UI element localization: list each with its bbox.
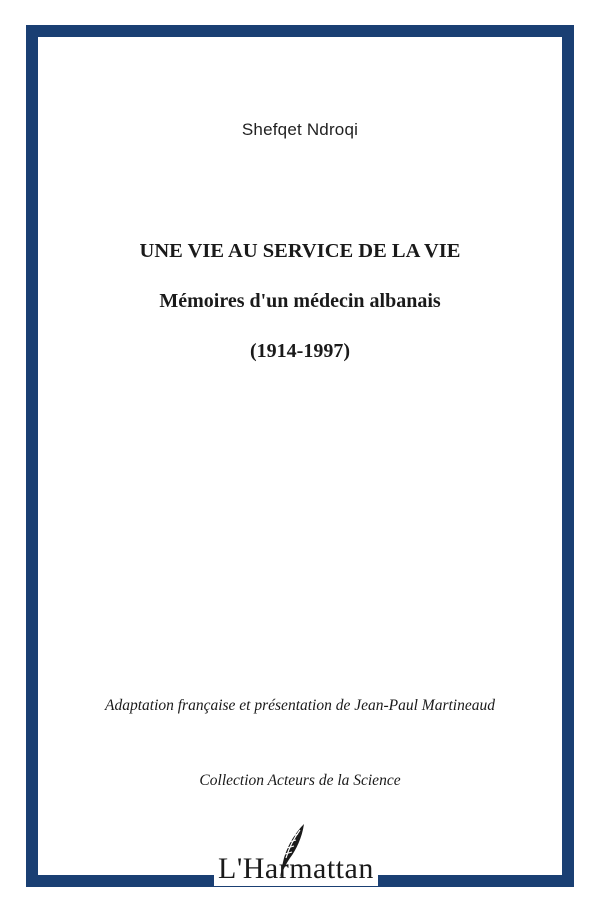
publisher-logo [214,822,394,892]
adaptation-credit: Adaptation française et présentation de Jean-Paul Martineaud [104,697,495,714]
book-title: UNE VIE AU SERVICE DE LA VIE [139,240,461,262]
quill-feather-icon [274,822,310,880]
book-dates: (1914-1997) [250,340,350,362]
collection-name: Collection Acteurs de la Science [199,772,401,789]
author-name: Shefqet Ndroqi [241,120,359,139]
book-subtitle: Mémoires d'un médecin albanais [159,290,441,312]
cover-frame [26,25,574,887]
publisher-name: L'Harmattan [214,852,378,886]
